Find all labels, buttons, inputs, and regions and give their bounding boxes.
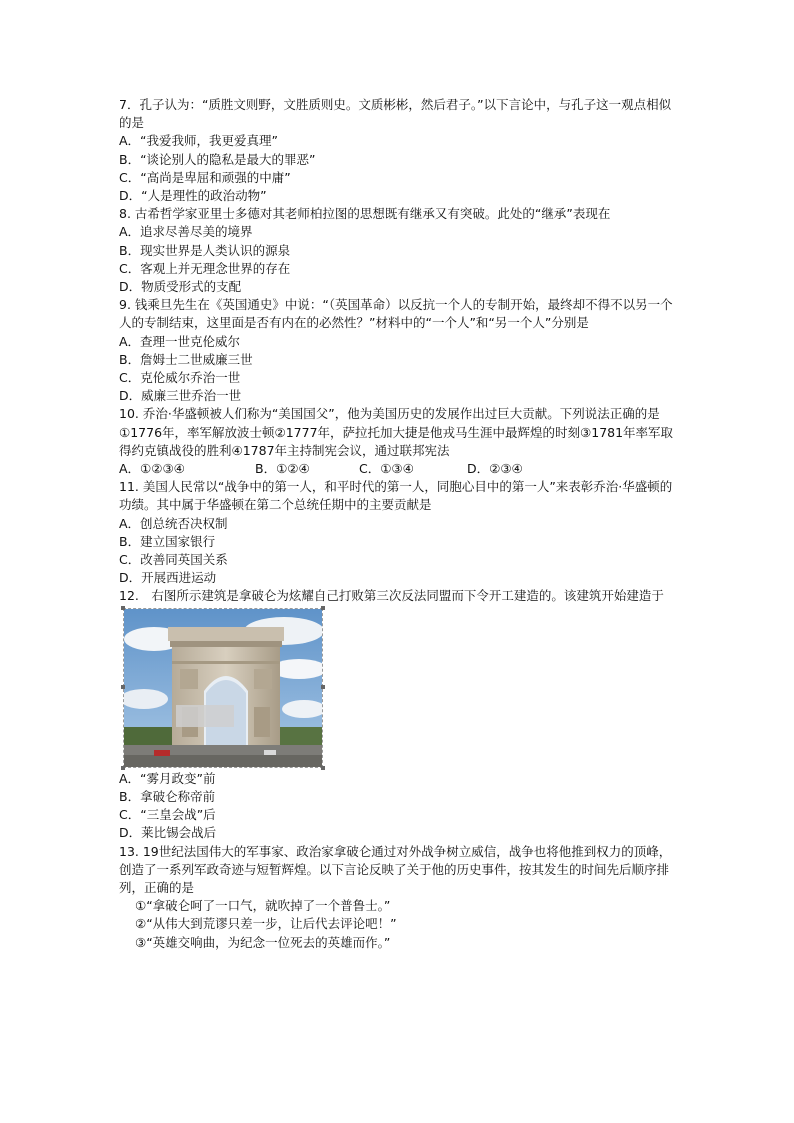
question-7-option-c: C．“高尚是卑屈和顽强的中庸” <box>119 169 291 185</box>
question-10-stem: 10. 乔治·华盛顿被人们称为“美国国父”，他为美国历史的发展作出过巨大贡献。下列说法正确的是①1776年，率军解放波士顿②1777年，萨拉托加大捷是他戎马生涯中最辉煌的时刻③1781年率军取得约克镇战役的胜利④1787年主持制宪会议，通过联邦宪法 <box>119 406 674 458</box>
question-10-option-d: D．②③④ <box>467 461 523 477</box>
question-13-item-2: ②“从伟大到荒谬只差一步，让后代去评论吧！” <box>135 916 397 932</box>
question-11-stem: 11. 美国人民常以“战争中的第一人，和平时代的第一人，同胞心目中的第一人”来表彰乔治·华盛顿的功绩。其中属于华盛顿在第二个总统任期中的主要贡献是 <box>119 479 673 513</box>
question-8-option-b: B．现实世界是人类认识的源泉 <box>119 242 291 258</box>
question-7-stem: 7．孔子认为：“质胜文则野，文胜质则史。文质彬彬，然后君子。”以下言论中，与孔子这一观点相似的是 <box>119 97 672 131</box>
question-13-stem: 13. 19世纪法国伟大的军事家、政治家拿破仑通过对外战争树立威信，战争也将他推到权力的顶峰，创造了一系列军政奇迹与短暂辉煌。以下言论反映了关于他的历史事件，按其发生的时间先后顺序排列，正确的是 <box>119 843 672 895</box>
resize-handle-top-right[interactable] <box>321 606 325 610</box>
resize-handle-top-left[interactable] <box>121 606 125 610</box>
question-7-option-d: D．“人是理性的政治动物” <box>119 188 267 204</box>
question-13-item-3: ③“英雄交响曲，为纪念一位死去的英雄而作。” <box>135 934 391 950</box>
question-7-option-b: B．“谈论别人的隐私是最大的罪恶” <box>119 151 316 167</box>
question-12-option-d: D．莱比锡会战后 <box>119 825 217 841</box>
question-8-stem: 8. 古希哲学家亚里士多德对其老师柏拉图的思想既有继承又有突破。此处的“继承”表现在 <box>119 206 611 222</box>
question-11-option-d: D．开展西进运动 <box>119 570 217 586</box>
question-11-option-b: B．建立国家银行 <box>119 533 216 549</box>
question-10-option-a: A．①②③④ <box>119 461 185 477</box>
question-7-option-a: A．“我爱我师，我更爱真理” <box>119 133 279 149</box>
question-10-option-b: B．①②④ <box>255 461 310 477</box>
question-12-stem: 12. 右图所示建筑是拿破仑为炫耀自己打败第三次反法同盟而下令开工建造的。该建筑开始建造于 <box>119 588 664 604</box>
question-12-option-b: B．拿破仑称帝前 <box>119 788 216 804</box>
question-8-option-a: A．追求尽善尽美的境界 <box>119 224 253 240</box>
question-12-option-a: A．“雾月政变”前 <box>119 770 216 786</box>
resize-handle-left[interactable] <box>121 685 125 689</box>
question-11-option-c: C．改善同英国关系 <box>119 552 228 568</box>
arc-de-triomphe-illustration <box>124 609 322 767</box>
question-13-item-1: ①“拿破仑呵了一口气，就吹掉了一个普鲁士。” <box>135 898 391 914</box>
question-9-option-d: D．威廉三世乔治一世 <box>119 388 242 404</box>
question-9-stem: 9. 钱乘旦先生在《英国通史》中说：“（英国革命）以反抗一个人的专制开始，最终却不得不以另一个人的专制结束，这里面是否有内在的必然性？”材料中的“一个人”和“另一个人”分别是 <box>119 297 673 331</box>
resize-handle-right[interactable] <box>321 685 325 689</box>
question-10-options-row <box>119 460 679 478</box>
question-12-option-c: C．“三皇会战”后 <box>119 807 216 823</box>
question-10-option-c: C．①③④ <box>359 461 414 477</box>
resize-handle-bottom-left[interactable] <box>121 766 125 770</box>
exam-page <box>119 96 679 952</box>
question-8-option-d: D．物质受形式的支配 <box>119 279 242 295</box>
resize-handle-bottom-right[interactable] <box>321 766 325 770</box>
question-9-option-a: A．查理一世克伦威尔 <box>119 333 241 349</box>
question-8-option-c: C．客观上并无理念世界的存在 <box>119 260 291 276</box>
question-9-option-b: B．詹姆士二世威廉三世 <box>119 351 253 367</box>
question-9-option-c: C．克伦威尔乔治一世 <box>119 370 241 386</box>
question-11-option-a: A．创总统否决权制 <box>119 515 228 531</box>
arc-de-triomphe-photo[interactable] <box>123 608 323 768</box>
